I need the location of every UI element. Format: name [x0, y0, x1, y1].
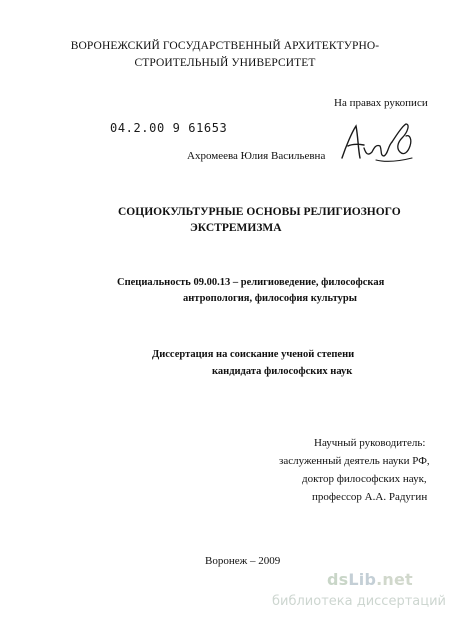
watermark-logo-ds: ds [327, 570, 349, 589]
university-name-line-2: СТРОИТЕЛЬНЫЙ УНИВЕРСИТЕТ [134, 57, 316, 69]
university-name-line-1: ВОРОНЕЖСКИЙ ГОСУДАРСТВЕННЫЙ АРХИТЕКТУРНО- [70, 40, 380, 52]
supervisor-label: Научный руководитель: [314, 437, 426, 449]
degree-line-2: кандидата философских наук [212, 366, 353, 377]
manuscript-rights-label: На правах рукописи [334, 97, 428, 109]
watermark-subtitle: библиотека диссертаций [272, 594, 446, 609]
watermark-logo-lib: Lib [348, 570, 377, 589]
watermark-logo-net: .net [376, 570, 413, 589]
author-name: Ахромеева Юлия Васильевна [187, 150, 326, 162]
signature-icon [336, 118, 418, 170]
supervisor-name: профессор А.А. Радугин [312, 491, 428, 503]
dissertation-title-line-2: ЭКСТРЕМИЗМА [190, 222, 282, 234]
specialty-line-2: антропология, философия культуры [183, 293, 357, 304]
city-year: Воронеж – 2009 [205, 555, 281, 567]
specialty-line-1: Специальность 09.00.13 – религиоведение, философская [117, 277, 385, 288]
dissertation-title-line-1: СОЦИОКУЛЬТУРНЫЕ ОСНОВЫ РЕЛИГИОЗНОГО [118, 206, 401, 218]
supervisor-degree: доктор философских наук, [302, 473, 427, 485]
watermark-logo [327, 570, 413, 589]
supervisor-honorary-title: заслуженный деятель науки РФ, [279, 455, 430, 467]
catalog-number: 04.2.00 9 61653 [110, 121, 228, 135]
degree-line-1: Диссертация на соискание ученой степени [152, 349, 355, 360]
